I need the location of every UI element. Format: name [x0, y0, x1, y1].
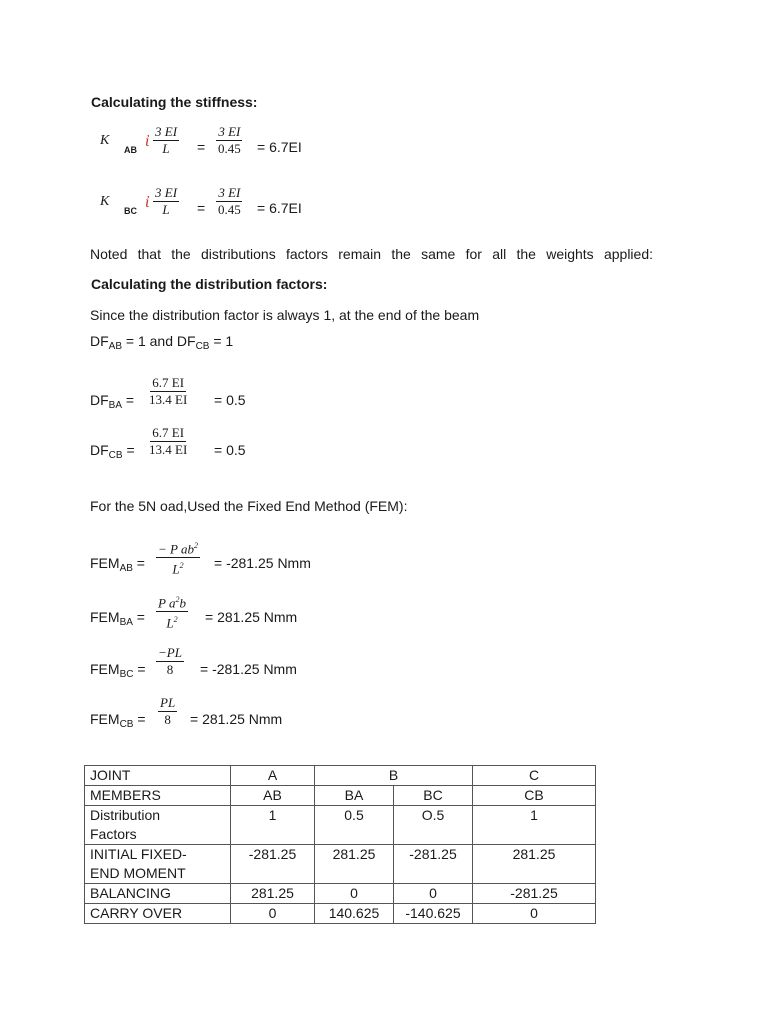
numerator: − P $ab^2$ [156, 538, 200, 558]
result: = -281.25 Nmm [214, 555, 311, 571]
table-row [85, 806, 596, 845]
table-cell: 0 [473, 904, 596, 924]
denominator: $L^2$ [166, 615, 178, 631]
fraction [216, 185, 243, 218]
table-cell: 0 [231, 904, 315, 924]
k-symbol: K [100, 133, 110, 148]
table-cell: 0 [315, 884, 394, 904]
denominator: $L^2$ [172, 561, 184, 577]
k-subscript: AB [124, 145, 137, 155]
fraction [216, 124, 243, 157]
table-row [85, 884, 596, 904]
numerator: 6.7 EI [152, 375, 185, 390]
df-sentence: Since the distribution factor is always 1, at the end of the beam [90, 307, 480, 323]
denominator: L [162, 202, 170, 217]
table-cell: 1 [473, 806, 596, 845]
missing-glyph-icon: ἰ [145, 133, 150, 150]
numerator: 3 EI [218, 124, 241, 139]
heading-distribution-factors: Calculating the distribution factors: [91, 276, 328, 292]
table-cell: -281.25 [231, 845, 315, 884]
result: = 281.25 Nmm [190, 711, 283, 727]
table-row [85, 786, 596, 806]
df-label: $DF_{CB}$ = [90, 442, 135, 461]
numerator: P $a^2b$ [156, 592, 188, 612]
df-subscript: AB [108, 341, 123, 352]
result: = 0.5 [214, 442, 246, 458]
table-cell: 281.25 [231, 884, 315, 904]
fem-intro: For the 5N oad,Used the Fixed End Method (FEM): [90, 498, 408, 514]
result: = 281.25 Nmm [205, 609, 298, 625]
table-row [85, 845, 596, 884]
fraction [156, 645, 184, 678]
result: = 6.7EI [257, 200, 302, 216]
denominator: 13.4 EI [149, 442, 188, 457]
fem-label: $FEM_{CB}$ = [90, 711, 146, 730]
table-cell: 140.625 [315, 904, 394, 924]
numerator: 3 EI [218, 185, 241, 200]
numerator: 3 EI [155, 185, 178, 200]
table-cell: CARRY OVER [85, 904, 231, 924]
df-text: = 1 and DF [122, 333, 196, 349]
table-cell: JOINT [85, 766, 231, 786]
denominator: 8 [164, 712, 171, 727]
moment-distribution-table [84, 765, 596, 924]
k-subscript: BC [124, 206, 137, 216]
df-label: $DF_{BA}$ = [90, 392, 135, 411]
df-ends-line [90, 333, 233, 352]
heading-stiffness: Calculating the stiffness: [91, 94, 258, 110]
table-cell: 0 [394, 884, 473, 904]
table-cell: BA [315, 786, 394, 806]
table-cell: CB [473, 786, 596, 806]
denominator: 0.45 [218, 141, 241, 156]
table-cell: 1 [231, 806, 315, 845]
numerator: 3 EI [155, 124, 178, 139]
result: = 0.5 [214, 392, 246, 408]
df-text: = 1 [209, 333, 234, 349]
table-cell: AB [231, 786, 315, 806]
denominator: L [162, 141, 170, 156]
fem-label: $FEM_{AB}$ = [90, 555, 145, 574]
fraction [156, 538, 200, 578]
table-cell: -281.25 [394, 845, 473, 884]
k-symbol: K [100, 194, 110, 209]
table-cell: B [315, 766, 473, 786]
equals-sign: = [197, 139, 206, 155]
numerator: PL [160, 695, 176, 710]
table-cell: -140.625 [394, 904, 473, 924]
table-cell: BC [394, 786, 473, 806]
table-cell: O.5 [394, 806, 473, 845]
fraction [153, 185, 179, 218]
fraction [153, 124, 179, 157]
table-row [85, 766, 596, 786]
df-subscript: CB [195, 341, 210, 352]
denominator: 13.4 EI [149, 392, 188, 407]
missing-glyph-icon: ἰ [145, 194, 150, 211]
fraction [147, 425, 189, 458]
table-cell: -281.25 [473, 884, 596, 904]
numerator: 6.7 EI [152, 425, 185, 440]
table-cell: A [231, 766, 315, 786]
table-cell: 0.5 [315, 806, 394, 845]
table-cell: INITIAL FIXED- END MOMENT [85, 845, 231, 884]
fem-label: $FEM_{BA}$ = [90, 609, 145, 628]
denominator: 0.45 [218, 202, 241, 217]
numerator: −PL [158, 645, 182, 660]
table-cell: Distribution Factors [85, 806, 231, 845]
table-row [85, 904, 596, 924]
table-cell: 281.25 [315, 845, 394, 884]
note-text: Noted that the distributions factors remain the same for all the weights applied: [90, 246, 653, 262]
table-cell: BALANCING [85, 884, 231, 904]
table-cell: 281.25 [473, 845, 596, 884]
fraction [147, 375, 189, 408]
table-cell: C [473, 766, 596, 786]
equals-sign: = [197, 200, 206, 216]
fraction [158, 695, 177, 728]
table-cell: MEMBERS [85, 786, 231, 806]
result: = -281.25 Nmm [200, 661, 297, 677]
fem-label: $FEM_{BC}$ = [90, 661, 146, 680]
result: = 6.7EI [257, 139, 302, 155]
fraction [156, 592, 188, 632]
denominator: 8 [166, 662, 174, 677]
df-label: DF [90, 333, 109, 349]
